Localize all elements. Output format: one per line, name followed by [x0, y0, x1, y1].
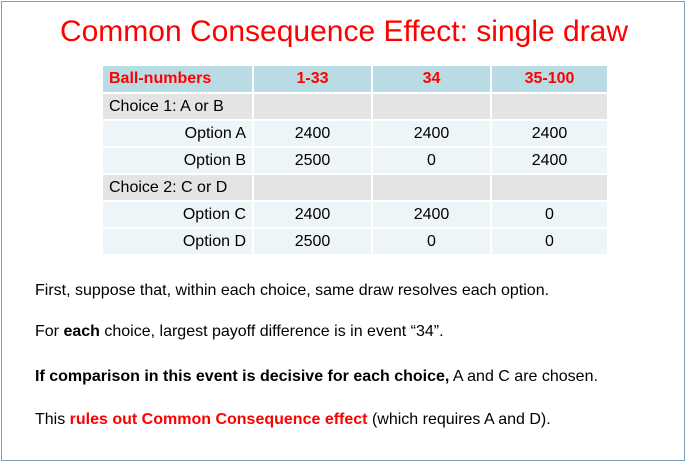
- table-cell: 2400: [372, 120, 491, 147]
- header-range-34: 34: [372, 66, 491, 93]
- paragraph-same-draw: [35, 281, 549, 301]
- paragraph-decisive-comparison: [35, 367, 598, 387]
- table-row-option-a: [103, 120, 608, 147]
- row-label: Option A: [103, 120, 253, 147]
- header-range-35-100: 35-100: [491, 66, 608, 93]
- slide-title: Common Consequence Effect: single draw: [59, 15, 629, 48]
- paragraph-rules-out: [35, 410, 551, 430]
- row-label: Option C: [103, 201, 253, 228]
- paragraph-bold-text: each: [63, 323, 100, 340]
- table-row-option-b: [103, 147, 608, 174]
- paragraph-text: This: [35, 411, 70, 428]
- row-label: Choice 2: C or D: [103, 174, 253, 201]
- table-header-row: [103, 66, 608, 93]
- table-cell: 2500: [253, 228, 372, 255]
- paragraph-text: First, suppose that, within each choice, same draw resolves each option.: [35, 282, 550, 299]
- header-range-1-33: 1-33: [253, 66, 372, 93]
- table-cell: 0: [372, 228, 491, 255]
- table-cell: 0: [491, 201, 608, 228]
- table-cell: [491, 93, 608, 120]
- table-cell: 0: [372, 147, 491, 174]
- paragraph-text: choice, largest payoff difference is in event “34”.: [99, 323, 444, 340]
- table-row-choice-1: [103, 93, 608, 120]
- row-label: Option B: [103, 147, 253, 174]
- table-row-option-c: [103, 201, 608, 228]
- table-cell: 2500: [253, 147, 372, 174]
- table-cell: 2400: [491, 120, 608, 147]
- paragraph-text: (which requires A and D).: [367, 411, 551, 428]
- table-cell: 2400: [253, 120, 372, 147]
- table-cell: 2400: [372, 201, 491, 228]
- paragraph-bold-text: If comparison in this event is decisive for each choice,: [35, 368, 450, 385]
- table-cell: [372, 174, 491, 201]
- table-cell: [253, 93, 372, 120]
- table-row-option-d: [103, 228, 608, 255]
- table-cell: 2400: [253, 201, 372, 228]
- paragraph-largest-difference: [35, 322, 444, 342]
- table-cell: [372, 93, 491, 120]
- paragraph-text: A and C are chosen.: [449, 368, 598, 385]
- payoff-table: [103, 66, 609, 256]
- table-cell: [253, 174, 372, 201]
- paragraph-text: For: [35, 323, 64, 340]
- row-label: Choice 1: A or B: [103, 93, 253, 120]
- paragraph-highlight-text: rules out Common Consequence effect: [69, 411, 368, 428]
- table-row-choice-2: [103, 174, 608, 201]
- row-label: Option D: [103, 228, 253, 255]
- table-cell: 0: [491, 228, 608, 255]
- header-ball-numbers: Ball-numbers: [103, 66, 253, 93]
- table-cell: [491, 174, 608, 201]
- table-cell: 2400: [491, 147, 608, 174]
